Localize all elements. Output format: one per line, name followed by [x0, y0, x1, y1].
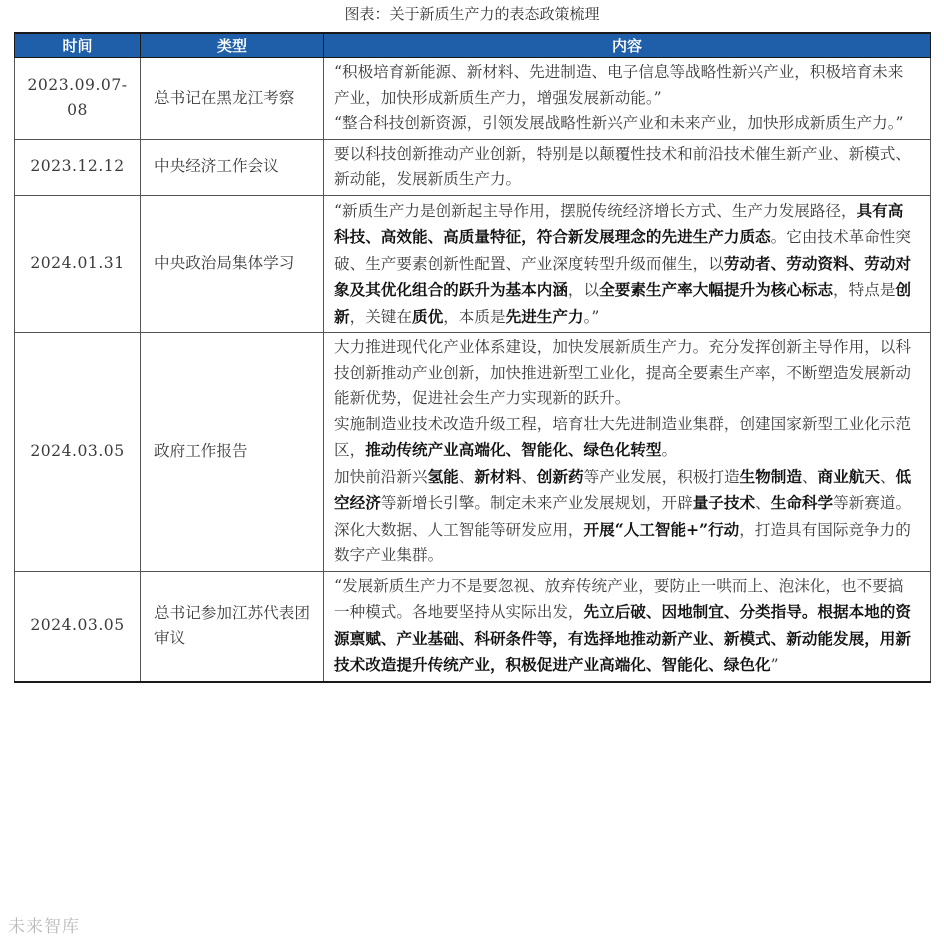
row-type: 中央经济工作会议: [141, 139, 324, 195]
content-text: ，打造具有国际竞争力的数字产业集群。: [334, 520, 911, 564]
row-content: [324, 139, 931, 195]
row-type: 总书记参加江苏代表团审议: [141, 571, 324, 682]
content-paragraph: [334, 60, 918, 111]
content-paragraph: [334, 464, 918, 517]
content-paragraph: [334, 517, 918, 569]
content-text: ，本质是: [443, 307, 506, 326]
row-type: 中央政治局集体学习: [141, 195, 324, 333]
content-text: 、: [755, 494, 771, 512]
emphasis-text: 劳动者、劳动资料、劳动对象及其优化组合的跃升为基本内涵: [334, 253, 911, 299]
emphasis-text: 创新药: [536, 466, 584, 486]
content-text: 等产业发展，积极打造: [583, 467, 740, 486]
content-paragraph: [334, 142, 918, 193]
content-text: 、: [879, 467, 896, 486]
emphasis-text: 质优: [412, 306, 444, 326]
emphasis-text: 量子技术: [692, 493, 756, 512]
content-text: “发展新质生产力不是要忽视、放弃传统产业，要防止一哄而上、泡沫化，也不要搞一种模式。各地要坚持从实际出发，: [334, 576, 904, 621]
row-date: 2023.09.07-08: [15, 58, 141, 140]
emphasis-text: 开展“人工智能+”行动: [583, 519, 740, 539]
table-row: [15, 195, 931, 333]
row-content: [324, 333, 931, 572]
content-text: ”: [770, 656, 779, 674]
header-type: 类型: [141, 33, 324, 58]
policy-table: [14, 32, 931, 683]
content-text: 。: [661, 441, 678, 459]
emphasis-text: 商业航天: [817, 466, 880, 486]
content-text: 实施制造业技术改造升级工程，培育壮大先进制造业集群，创建国家新型工业化示范区，: [334, 414, 911, 459]
emphasis-text: 全要素生产率大幅提升为核心标志: [599, 280, 834, 299]
table-row: [15, 571, 931, 682]
table-row: [15, 139, 931, 195]
header-content: 内容: [324, 33, 931, 58]
emphasis-text: 氢能: [427, 466, 459, 486]
content-text: 、: [801, 467, 818, 486]
content-text: 、: [521, 467, 537, 486]
content-text: 大力推进现代化产业体系建设，加快发展新质生产力。充分发挥创新主导作用，以科技创新推动产业创新，加快推进新型工业化，提高全要素生产率，不断塑造发展新动能新优势，促进社会生产力实现新的跃升。: [334, 338, 911, 407]
row-date: 2024.01.31: [15, 195, 141, 333]
content-text: 。它由技术革命性突破、生产要素创新性配置、产业深度转型升级而催生，以: [334, 228, 911, 273]
row-date: 2023.12.12: [15, 139, 141, 195]
table-row: [15, 333, 931, 572]
emphasis-text: 新材料: [474, 466, 522, 486]
emphasis-text: 创新: [334, 280, 912, 326]
watermark-logo: 未来智库: [8, 917, 80, 937]
content-paragraph: [334, 412, 918, 464]
content-text: “整合科技创新资源，引领发展战略性新兴产业和未来产业，加快形成新质生产力。”: [334, 114, 904, 132]
content-text: ，特点是: [833, 281, 896, 299]
content-text: “积极培育新能源、新材料、先进制造、电子信息等战略性新兴产业，积极培育未来产业，加快形成新质生产力，增强发展新动能。”: [334, 63, 904, 107]
content-paragraph: [334, 111, 918, 137]
content-paragraph: [334, 198, 918, 331]
row-type: 总书记在黑龙江考察: [141, 58, 324, 140]
table-row: [15, 58, 931, 140]
emphasis-text: 具有高科技、高效能、高质量特征，符合新发展理念的先进生产力质态: [334, 200, 904, 246]
content-text: ，以: [567, 281, 600, 299]
figure-caption: 图表：关于新质生产力的表态政策梳理: [344, 5, 600, 23]
content-text: “新质生产力是创新起主导作用，摆脱传统经济增长方式、生产力发展路径，: [334, 201, 857, 220]
emphasis-text: 先立后破、因地制宜、分类指导。根据本地的资源禀赋、产业基础、科研条件等，有选择地推动新产业、新模式、新动能发展，用新技术改造提升传统产业，积极促进产业高端化、智能化、绿色化: [334, 602, 911, 674]
content-text: 加快前沿新兴: [334, 467, 428, 486]
emphasis-text: 低空经济: [334, 466, 912, 512]
content-text: 深化大数据、人工智能等研发应用，: [334, 520, 584, 539]
content-text: ，关键在: [349, 307, 412, 326]
content-text: 等新赛道。: [833, 494, 912, 512]
emphasis-text: 生物制造: [739, 466, 802, 486]
row-date: 2024.03.05: [15, 571, 141, 682]
header-date: 时间: [15, 33, 141, 58]
emphasis-text: 生命科学: [770, 493, 834, 512]
content-text: 等新增长引擎。制定未来产业发展规划，开辟: [380, 494, 693, 512]
content-text: 。”: [583, 307, 600, 326]
row-content: [324, 195, 931, 333]
table-header-row: [15, 33, 931, 58]
emphasis-text: 推动传统产业高端化、智能化、绿色化转型: [365, 440, 662, 459]
row-content: [324, 58, 931, 140]
content-paragraph: [334, 574, 918, 679]
content-text: 、: [458, 467, 475, 486]
row-type: 政府工作报告: [141, 333, 324, 572]
row-content: [324, 571, 931, 682]
row-date: 2024.03.05: [15, 333, 141, 572]
content-text: 要以科技创新推动产业创新，特别是以颠覆性技术和前沿技术催生新产业、新模式、新动能，发展新质生产力。: [334, 144, 911, 188]
emphasis-text: 先进生产力: [505, 306, 584, 326]
table-body: [15, 58, 931, 682]
content-paragraph: [334, 335, 918, 412]
